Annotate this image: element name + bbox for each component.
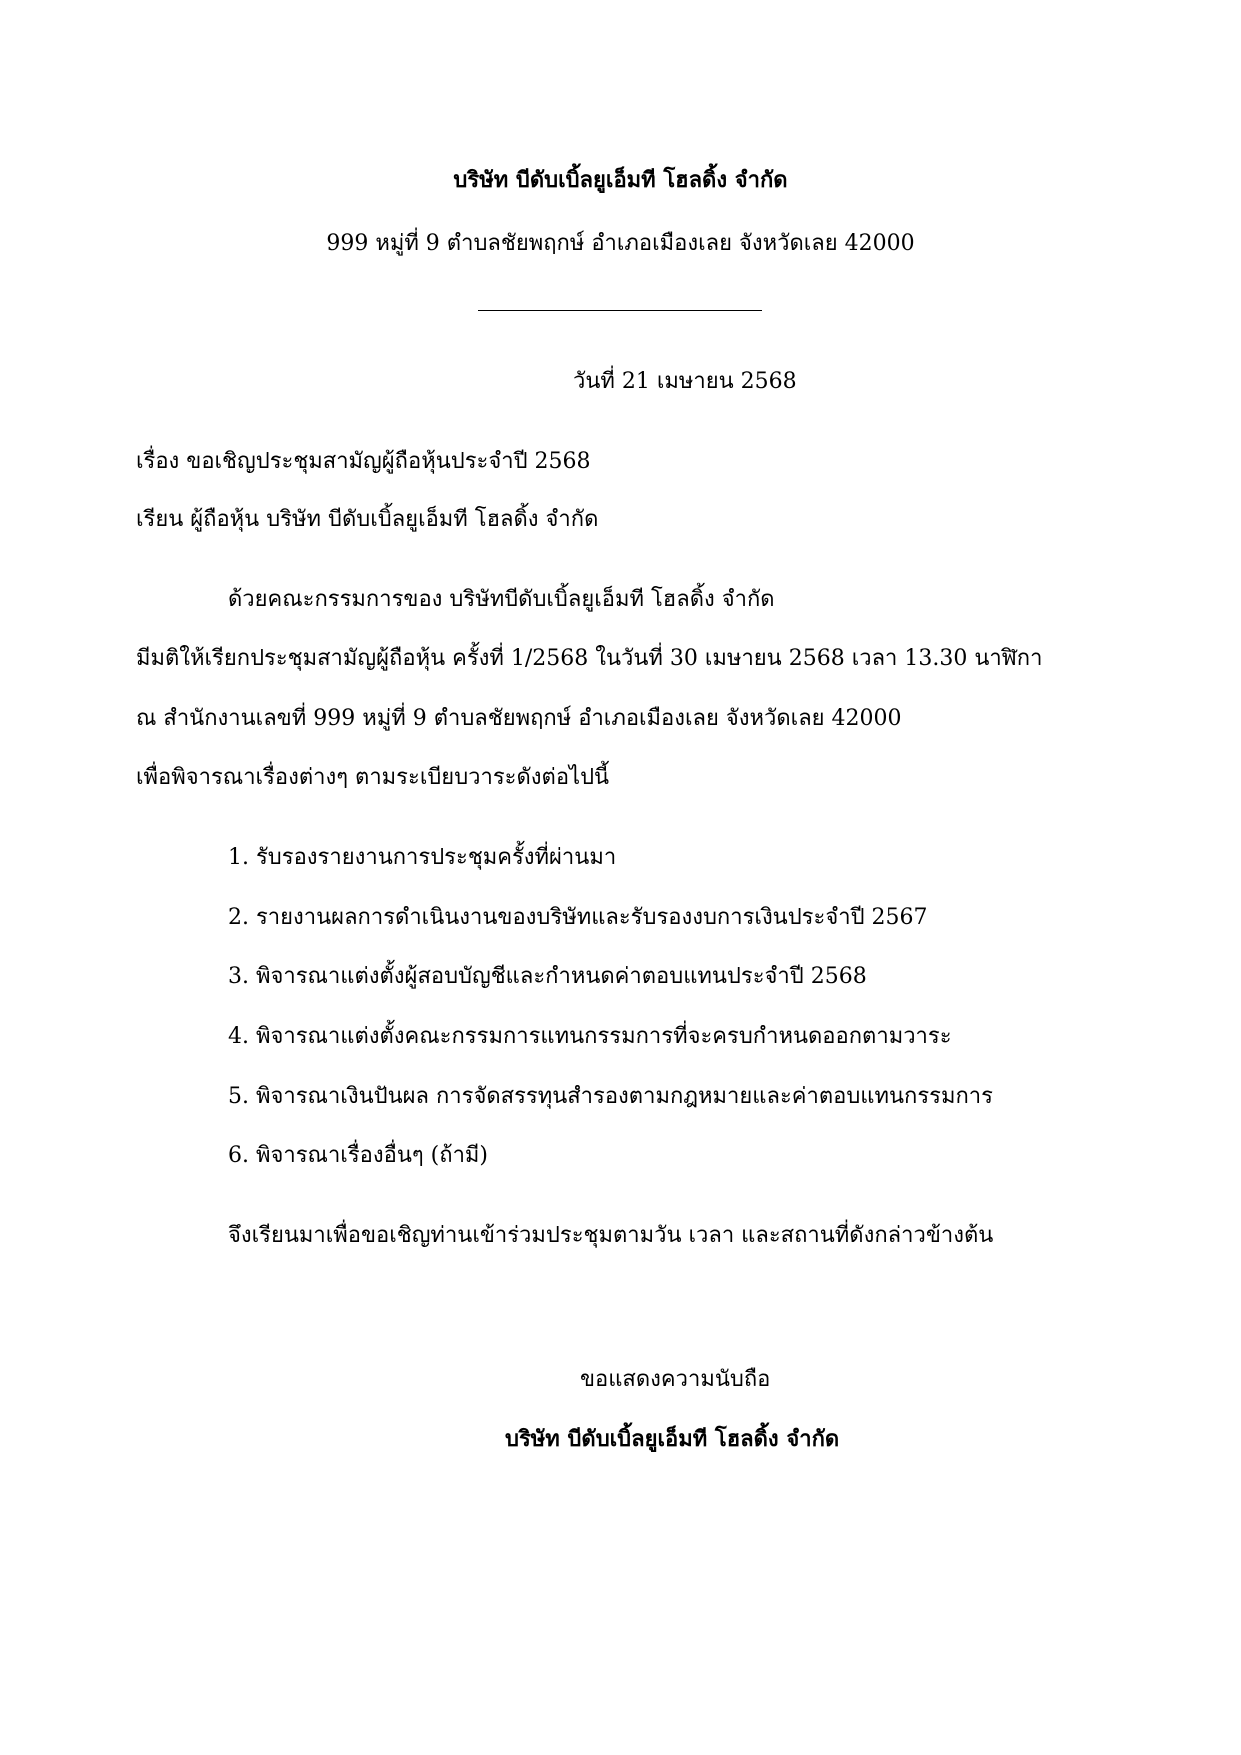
agenda-item: 4. พิจารณาแต่งตั้งคณะกรรมการแทนกรรมการที่จะครบกำหนดออกตามวาระ	[228, 1024, 952, 1049]
agenda-item: 3. พิจารณาแต่งตั้งผู้สอบบัญชีและกำหนดค่าตอบแทนประจำปี 2568	[228, 964, 867, 989]
signature-salutation: ขอแสดงความนับถือ	[580, 1367, 771, 1392]
body-line-4: เพื่อพิจารณาเรื่องต่างๆ ตามระเบียบวาระดังต่อไปนี้	[136, 765, 610, 790]
letter-recipient: เรียน ผู้ถือหุ้น บริษัท บีดับเบิ้ลยูเอ็มที โฮลดิ้ง จำกัด	[136, 507, 599, 532]
agenda-item: 2. รายงานผลการดำเนินงานของบริษัทและรับรองงบการเงินประจำปี 2567	[228, 905, 928, 930]
agenda-item: 6. พิจารณาเรื่องอื่นๆ (ถ้ามี)	[228, 1143, 489, 1168]
body-line-1: ด้วยคณะกรรมการของ บริษัทบีดับเบิ้ลยูเอ็มที โฮลดิ้ง จำกัด	[228, 587, 775, 612]
letter-date: วันที่ 21 เมษายน 2568	[573, 369, 797, 394]
company-address: 999 หมู่ที่ 9 ตำบลชัยพฤกษ์ อำเภอเมืองเลย จังหวัดเลย 42000	[326, 231, 915, 256]
letter-subject: เรื่อง ขอเชิญประชุมสามัญผู้ถือหุ้นประจำปี 2568	[136, 449, 591, 474]
body-line-2: มีมติให้เรียกประชุมสามัญผู้ถือหุ้น ครั้งที่ 1/2568 ในวันที่ 30 เมษายน 2568 เวลา 13.30 นาฬิกา	[136, 646, 1043, 671]
closing-statement: จึงเรียนมาเพื่อขอเชิญท่านเข้าร่วมประชุมตามวัน เวลา และสถานที่ดังกล่าวข้างต้น	[228, 1223, 994, 1248]
company-name-heading: บริษัท บีดับเบิ้ลยูเอ็มที โฮลดิ้ง จำกัด	[453, 167, 788, 193]
agenda-item: 5. พิจารณาเงินปันผล การจัดสรรทุนสำรองตามกฎหมายและค่าตอบแทนกรรมการ	[228, 1084, 993, 1109]
body-line-3: ณ สำนักงานเลขที่ 999 หมู่ที่ 9 ตำบลชัยพฤกษ์ อำเภอเมืองเลย จังหวัดเลย 42000	[136, 706, 902, 731]
signature-company-name: บริษัท บีดับเบิ้ลยูเอ็มที โฮลดิ้ง จำกัด	[505, 1426, 840, 1452]
agenda-item: 1. รับรองรายงานการประชุมครั้งที่ผ่านมา	[228, 845, 617, 870]
header-divider	[478, 310, 762, 311]
